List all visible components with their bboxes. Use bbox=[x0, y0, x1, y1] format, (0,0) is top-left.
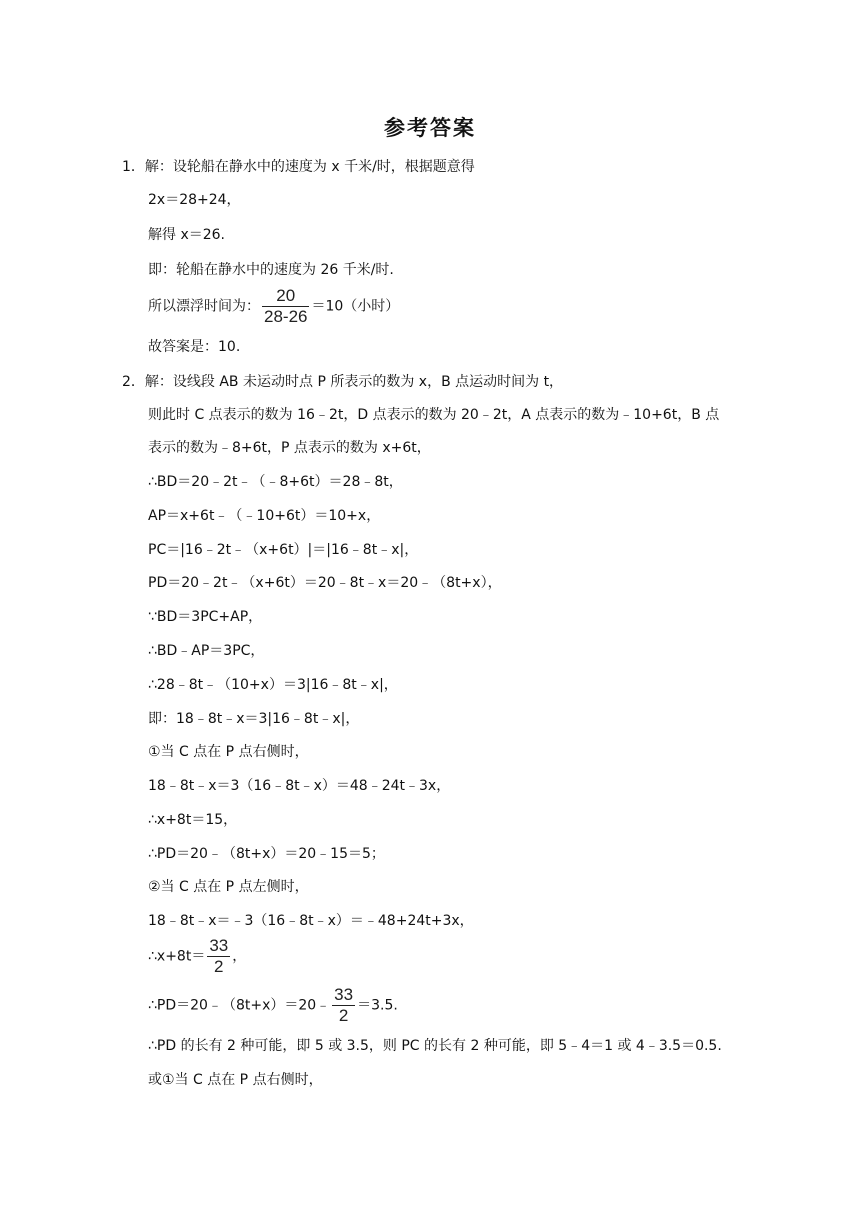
answer-2-line-12: ①当 C 点在 P 点右侧时， bbox=[148, 744, 309, 760]
answer-2-line-8: ∵BD＝3PC+AP， bbox=[148, 609, 263, 625]
fraction bbox=[332, 985, 355, 1026]
fraction-numerator: 20 bbox=[276, 286, 296, 305]
fraction-numerator: 33 bbox=[334, 985, 354, 1004]
answer-2-line-21: 或①当 C 点在 P 点右侧时， bbox=[148, 1072, 323, 1088]
answer-1-line-6: 故答案是：10. bbox=[148, 339, 241, 355]
answer-2-line-18 bbox=[148, 936, 246, 977]
fraction bbox=[262, 286, 309, 327]
answer-2-line-2: 则此时 C 点表示的数为 16﹣2t，D 点表示的数为 20﹣2t，A 点表示的数为﹣10+6t，B 点 bbox=[148, 407, 720, 423]
answer-2-line-11: 即：18﹣8t﹣x＝3|16﹣8t﹣x|， bbox=[148, 711, 360, 727]
answer-2-line-4: ∴BD＝20﹣2t﹣（﹣8+6t）＝28﹣8t， bbox=[148, 474, 403, 490]
fraction-denominator: 2 bbox=[214, 957, 224, 976]
answer-2-line-18-prefix: ∴x+8t＝ bbox=[148, 948, 206, 965]
answer-2-line-7: PD＝20﹣2t﹣（x+6t）＝20﹣8t﹣x＝20﹣（8t+x）， bbox=[148, 575, 502, 591]
answer-2-line-5: AP＝x+6t﹣（﹣10+6t）＝10+x， bbox=[148, 508, 381, 524]
fraction-denominator: 28-26 bbox=[264, 307, 308, 326]
answer-1-line-1: 1．解：设轮船在静水中的速度为 x 千米/时，根据题意得 bbox=[122, 159, 475, 175]
answer-1-line-5-suffix: ＝10（小时） bbox=[311, 298, 400, 315]
answer-1-line-2: 2x＝28+24， bbox=[148, 192, 241, 208]
answer-2-line-16: ②当 C 点在 P 点左侧时， bbox=[148, 879, 309, 895]
answer-2-line-19-suffix: ＝3.5. bbox=[357, 997, 398, 1014]
answer-2-line-18-suffix: ， bbox=[232, 948, 247, 965]
fraction bbox=[207, 936, 230, 977]
answer-1-line-5 bbox=[148, 286, 399, 327]
answer-2-line-20: ∴PD 的长有 2 种可能，即 5 或 3.5，则 PC 的长有 2 种可能，即 5﹣4＝1 或 4﹣3.5＝0.5. bbox=[148, 1038, 722, 1054]
answer-1-line-5-prefix: 所以漂浮时间为： bbox=[148, 298, 260, 315]
answer-2-line-1: 2．解：设线段 AB 未运动时点 P 所表示的数为 x，B 点运动时间为 t， bbox=[122, 374, 564, 390]
answer-2-line-14: ∴x+8t＝15， bbox=[148, 812, 238, 828]
answer-2-line-17: 18﹣8t﹣x＝﹣3（16﹣8t﹣x）＝﹣48+24t+3x， bbox=[148, 913, 474, 929]
answer-2-line-3: 表示的数为﹣8+6t，P 点表示的数为 x+6t， bbox=[148, 440, 431, 456]
fraction-numerator: 33 bbox=[209, 936, 229, 955]
page-title: 参考答案 bbox=[384, 116, 476, 140]
answer-2-line-6: PC＝|16﹣2t﹣（x+6t）|＝|16﹣8t﹣x|， bbox=[148, 542, 419, 558]
answer-2-line-15: ∴PD＝20﹣（8t+x）＝20﹣15＝5； bbox=[148, 846, 385, 862]
answer-1-line-4: 即：轮船在静水中的速度为 26 千米/时. bbox=[148, 262, 394, 278]
answer-1-line-3: 解得 x＝26. bbox=[148, 227, 225, 243]
answer-2-line-19 bbox=[148, 985, 398, 1026]
answer-2-line-9: ∴BD﹣AP＝3PC， bbox=[148, 643, 265, 659]
answer-2-line-13: 18﹣8t﹣x＝3（16﹣8t﹣x）＝48﹣24t﹣3x， bbox=[148, 778, 451, 794]
answer-2-line-10: ∴28﹣8t﹣（10+x）＝3|16﹣8t﹣x|， bbox=[148, 677, 398, 693]
answer-2-line-19-prefix: ∴PD＝20﹣（8t+x）＝20﹣ bbox=[148, 997, 331, 1014]
fraction-denominator: 2 bbox=[338, 1006, 349, 1025]
